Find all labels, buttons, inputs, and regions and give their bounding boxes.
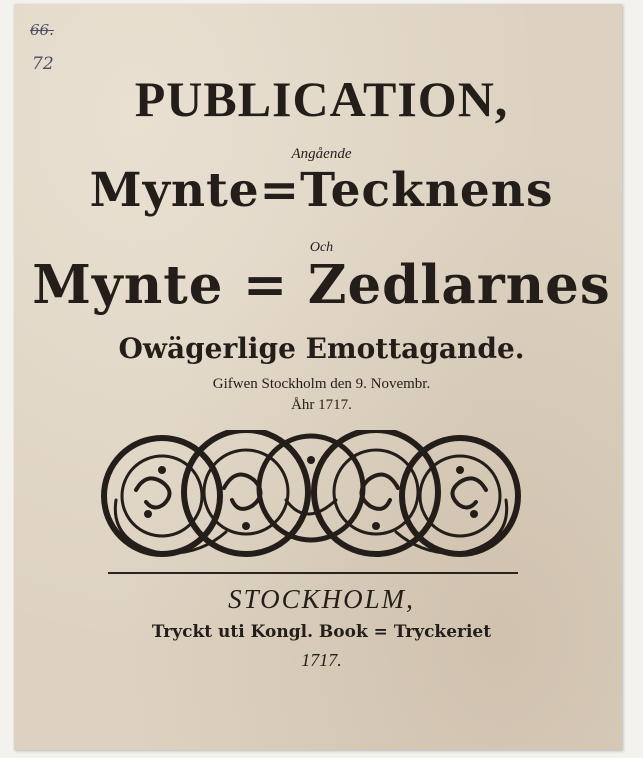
shelfmark (30, 20, 54, 74)
page-title: PUBLICATION, (134, 71, 509, 127)
imprint-year: 1717. (301, 650, 342, 670)
shelfmark-struck: 66. (30, 21, 54, 39)
subtitle-small: Angående (291, 146, 352, 162)
given-line: Gifwen Stockholm den 9. Novembr. (212, 376, 431, 392)
divider-rule (108, 572, 518, 574)
connector-word: Och (309, 240, 334, 255)
subtitle-line1: Mynte=Tecknens (89, 163, 554, 218)
shelfmark-number: 72 (32, 54, 54, 74)
subtitle-line2: Mynte = Zedlarnes (32, 254, 611, 316)
year-line: Åhr 1717. (291, 397, 352, 413)
imprint-city: STOCKHOLM, (228, 584, 415, 614)
imprint-printer: Tryckt uti Kongl. Book = Tryckeriet (151, 622, 492, 642)
ornament-flourish (96, 430, 526, 565)
subtitle-line3: Owägerlige Emottagande. (118, 332, 525, 365)
